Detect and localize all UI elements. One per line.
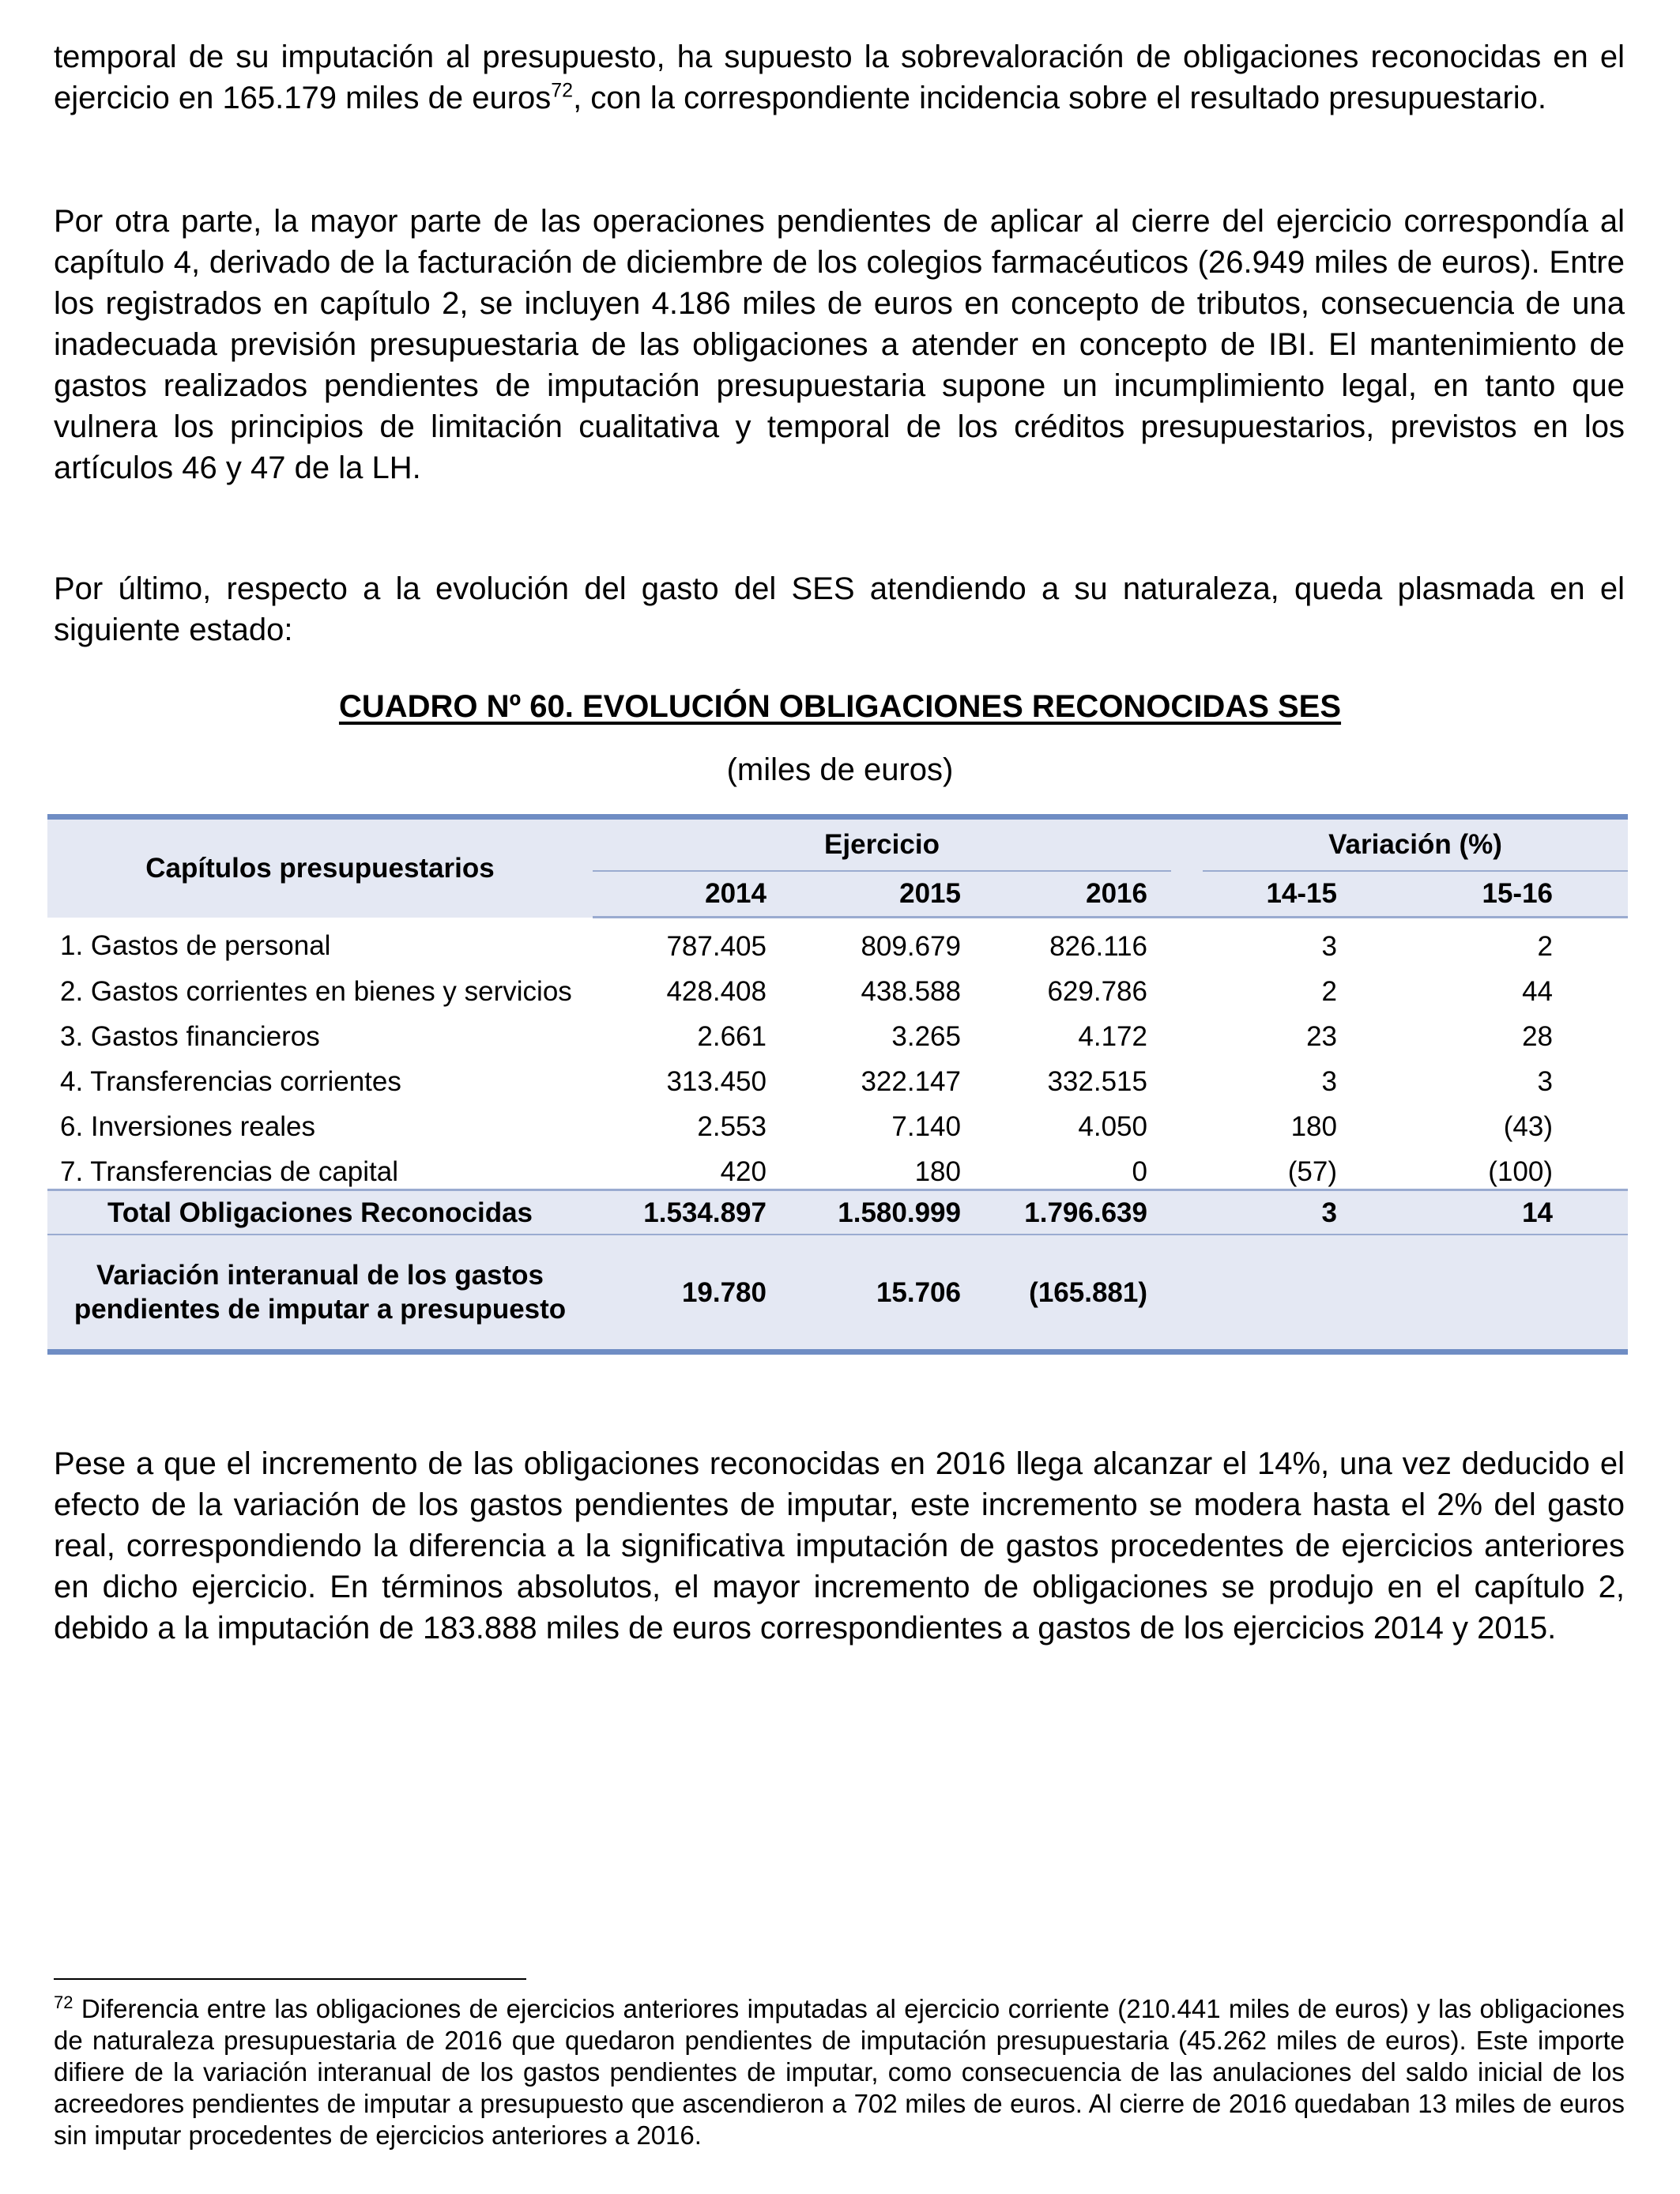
row-label: 6. Inversiones reales — [60, 1111, 315, 1142]
table-row — [47, 963, 1628, 1008]
cell-var-15-16: (43) — [1503, 1111, 1554, 1142]
total-2016: 1.796.639 — [985, 1190, 1171, 1235]
cell-2015: 7.140 — [891, 1111, 961, 1142]
variacion-label: Variación interanual de los gastos pendientes de imputar a presupuesto — [47, 1235, 593, 1352]
total-2015: 1.580.999 — [790, 1190, 985, 1235]
cell-var-15-16: (100) — [1488, 1156, 1554, 1187]
cell-var-14-15: 3 — [1321, 931, 1337, 962]
cell-2014: 2.553 — [697, 1111, 767, 1142]
cell-2015: 322.147 — [861, 1066, 961, 1097]
cell-var-15-16: 28 — [1522, 1021, 1554, 1052]
total-var-15-16: 14 — [1412, 1190, 1628, 1235]
row-label: 7. Transferencias de capital — [60, 1156, 399, 1187]
cell-2016: 826.116 — [1049, 931, 1147, 962]
header-var-15-16: 15-16 — [1412, 871, 1628, 918]
obligaciones-table — [47, 814, 1628, 1355]
table-row — [47, 918, 1628, 964]
row-label: 3. Gastos financieros — [60, 1021, 320, 1052]
cell-var-14-15: (57) — [1287, 1156, 1337, 1187]
table-row — [47, 1099, 1628, 1144]
footnote-reference[interactable]: 72 — [551, 79, 574, 102]
variacion-2016: (165.881) — [985, 1235, 1171, 1352]
cell-var-14-15: 180 — [1290, 1111, 1337, 1142]
variacion-2015: 15.706 — [790, 1235, 985, 1352]
paragraph-3: Por último, respecto a la evolución del gasto del SES atendiendo a su naturaleza, queda plasmada en el siguiente estado: — [54, 571, 1625, 647]
row-label: 1. Gastos de personal — [60, 929, 331, 961]
cell-2016: 4.050 — [1078, 1111, 1147, 1142]
table-title: CUADRO Nº 60. EVOLUCIÓN OBLIGACIONES RECONOCIDAS SES — [338, 689, 1342, 724]
footnote-text: Diferencia entre las obligaciones de ejercicios anteriores imputadas al ejercicio corriente (210.441 miles de euros) y las obligaciones de naturaleza presupuestaria de 2016 que quedaron pendientes de imputación presupuestaria (45.262 miles de euros). Este importe difiere de la variación interanual de los gastos pendientes de imputar, como consecuencia de las anulaciones del saldo inicial de los acreedores pendientes de imputar a presupuesto que ascendieron a 702 miles de euros. Al cierre de 2016 quedaban 13 miles de euros sin imputar procedentes de ejercicios anteriores a 2016. — [54, 1994, 1625, 2150]
table-row — [47, 1054, 1628, 1099]
header-year-2015: 2015 — [790, 871, 985, 918]
variacion-row — [47, 1235, 1628, 1352]
header-ejercicio: Ejercicio — [593, 817, 1171, 872]
table-subtitle: (miles de euros) — [726, 752, 954, 787]
cell-2016: 0 — [1132, 1156, 1147, 1187]
cell-2015: 809.679 — [861, 931, 961, 962]
row-label: 4. Transferencias corrientes — [60, 1066, 401, 1097]
cell-var-15-16: 3 — [1537, 1066, 1554, 1097]
cell-2014: 787.405 — [666, 931, 767, 962]
total-row — [47, 1190, 1628, 1235]
cell-2016: 629.786 — [1047, 976, 1147, 1007]
footnote-separator — [54, 1978, 526, 1980]
header-year-2014: 2014 — [593, 871, 790, 918]
row-label: 2. Gastos corrientes en bienes y servicios — [60, 976, 572, 1007]
cell-2014: 313.450 — [666, 1066, 767, 1097]
header-var-14-15: 14-15 — [1203, 871, 1412, 918]
table-row — [47, 1144, 1628, 1190]
header-gap-2 — [1171, 871, 1203, 918]
cell-2014: 420 — [720, 1156, 767, 1187]
paragraph-2: Por otra parte, la mayor parte de las operaciones pendientes de aplicar al cierre del ejercicio correspondía al capítulo 4, derivado de la facturación de diciembre de los colegios farmacéuticos (26.949 miles de euros). Entre los registrados en capítulo 2, se incluyen 4.186 miles de euros en concepto de tributos, consecuencia de una inadecuada previsión presupuestaria de las obligaciones a atender en concepto de IBI. El mantenimiento de gastos realizados pendientes de imputación presupuestaria supone un incumplimiento legal, en tanto que vulnera los principios de limitación cualitativa y temporal de los créditos presupuestarios, previstos en los artículos 46 y 47 de la LH. — [54, 204, 1625, 485]
cell-var-15-16: 44 — [1522, 976, 1554, 1007]
cell-2015: 438.588 — [861, 976, 961, 1007]
cell-2016: 4.172 — [1078, 1021, 1147, 1052]
header-variacion: Variación (%) — [1203, 817, 1628, 872]
total-label: Total Obligaciones Reconocidas — [47, 1190, 593, 1235]
table-row — [47, 1008, 1628, 1054]
cell-2014: 428.408 — [666, 976, 767, 1007]
footnote — [54, 1993, 1625, 2151]
footnote-number: 72 — [54, 1992, 73, 2012]
cell-2016: 332.515 — [1047, 1066, 1147, 1097]
header-capitulos: Capítulos presupuestarios — [47, 817, 593, 918]
cell-var-15-16: 2 — [1537, 931, 1554, 962]
total-var-14-15: 3 — [1203, 1190, 1412, 1235]
variacion-2014: 19.780 — [593, 1235, 790, 1352]
cell-2014: 2.661 — [697, 1021, 767, 1052]
total-2014: 1.534.897 — [593, 1190, 790, 1235]
paragraph-1-text-end: , con la correspondiente incidencia sobre el resultado presupuestario. — [573, 81, 1546, 115]
header-year-2016: 2016 — [985, 871, 1171, 918]
paragraph-1-text: temporal de su imputación al presupuesto, ha supuesto la sobrevaloración de obligaciones reconocidas en el ejercicio en 165.179 miles de euros — [54, 40, 1625, 115]
cell-var-14-15: 2 — [1321, 976, 1337, 1007]
cell-2015: 3.265 — [891, 1021, 961, 1052]
cell-2015: 180 — [914, 1156, 961, 1187]
cell-var-14-15: 3 — [1321, 1066, 1337, 1097]
header-gap — [1171, 817, 1203, 872]
paragraph-1 — [54, 36, 1625, 119]
cell-var-14-15: 23 — [1306, 1021, 1337, 1052]
paragraph-4: Pese a que el incremento de las obligaciones reconocidas en 2016 llega alcanzar el 14%, una vez deducido el efecto de la variación de los gastos pendientes de imputar, este incremento se modera hasta el 2% del gasto real, correspondiendo la diferencia a la significativa imputación de gastos procedentes de ejercicios anteriores en dicho ejercicio. En términos absolutos, el mayor incremento de obligaciones se produjo en el capítulo 2, debido a la imputación de 183.888 miles de euros correspondientes a gastos de los ejercicios 2014 y 2015. — [54, 1446, 1625, 1646]
